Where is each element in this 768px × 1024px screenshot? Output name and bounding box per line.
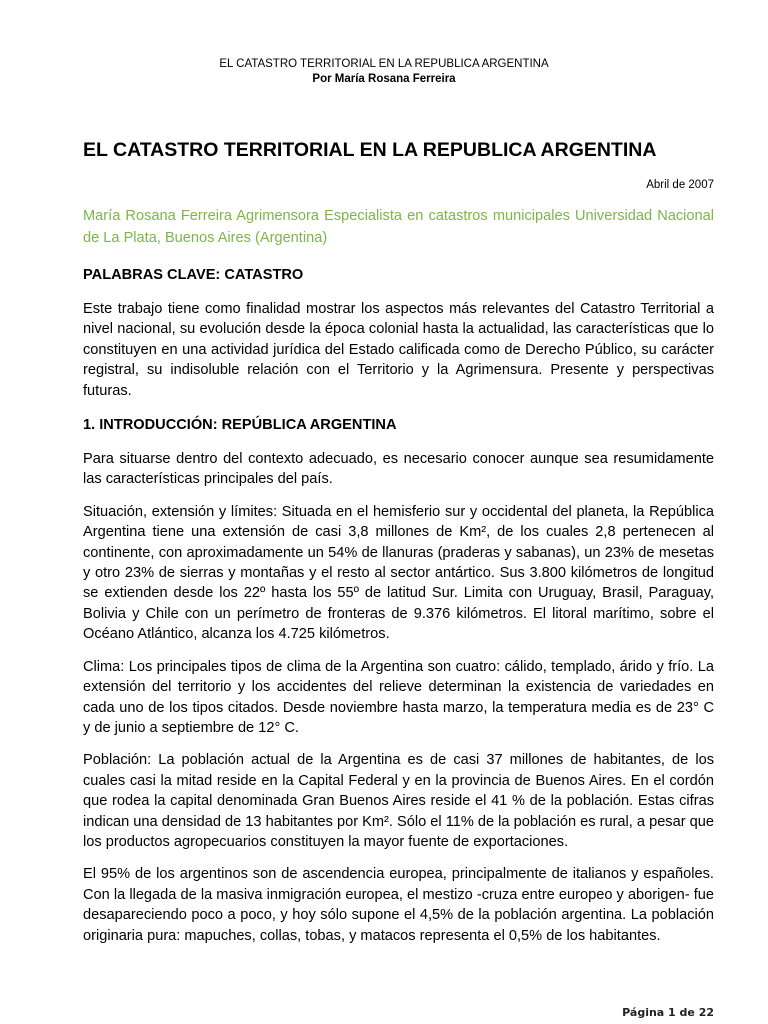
author-affiliation: María Rosana Ferreira Agrimensora Especialista en catastros municipales Universidad Nacional de La Plata, Buenos Aires (Argentina) xyxy=(83,208,714,246)
paragraph-clima: Clima: Los principales tipos de clima de la Argentina son cuatro: cálido, templado, árido y frío. La extensión del territorio y los accidentes del relieve determinan la existencia de variedades en cada uno de los tipos citados. Desde noviembre hasta marzo, la temperatura media es de 23° C y de junio a septiembre de 12° C. xyxy=(83,658,714,736)
running-header xyxy=(0,57,768,87)
paragraph-contexto: Para situarse dentro del contexto adecuado, es necesario conocer aunque sea resumidamente las características principales del país. xyxy=(83,451,714,488)
keywords-heading: PALABRAS CLAVE: CATASTRO xyxy=(83,267,304,283)
document-body xyxy=(83,138,714,946)
page-number: Página 1 de 22 xyxy=(622,1006,714,1019)
document-date: Abril de 2007 xyxy=(646,179,714,191)
paragraph-situacion: Situación, extensión y límites: Situada en el hemisferio sur y occidental del planeta, la República Argentina tiene una extensión de casi 3,8 millones de Km², de los cuales 2,8 pertenecen al continente, con aproximadamente un 54% de llanuras (praderas y sabanas), un 23% de mesetas y otro 23% de sierras y montañas y el resto al sector antártico. Sus 3.800 kilómetros de longitud se extienden desde los 22º hasta los 55º de latitud Sur. Limita con Uruguay, Brasil, Paraguay, Bolivia y Chile con un perímetro de fronteras de 9.376 kilómetros. El litoral marítimo, sobre el Océano Atlántico, alcanza los 4.725 kilómetros. xyxy=(83,503,714,643)
paragraph-poblacion: Población: La población actual de la Argentina es de casi 37 millones de habitantes, de los cuales casi la mitad reside en la Capital Federal y en la provincia de Buenos Aires. En el cordón que rodea la capital denominada Gran Buenos Aires reside el 41 % de la población. Estas cifras indican una densidad de 13 habitantes por Km². Sólo el 11% de la población es rural, a pesar que los productos agropecuarios constituyen la mayor fuente de exportaciones. xyxy=(83,752,714,850)
running-header-title: EL CATASTRO TERRITORIAL EN LA REPUBLICA ARGENTINA xyxy=(219,58,549,70)
running-header-author: Por María Rosana Ferreira xyxy=(312,73,456,85)
document-title: EL CATASTRO TERRITORIAL EN LA REPUBLICA ARGENTINA xyxy=(83,139,657,161)
paragraph-ascendencia: El 95% de los argentinos son de ascendencia europea, principalmente de italianos y españoles. Con la llegada de la masiva inmigración europea, el mestizo -cruza entre europeo y aborigen- fue desapareciendo poco a poco, y hoy sólo supone el 4,5% de la población argentina. La población originaria pura: mapuches, collas, tobas, y matacos representa el 0,5% de los habitantes. xyxy=(83,866,714,944)
abstract-paragraph: Este trabajo tiene como finalidad mostrar los aspectos más relevantes del Catastro Territorial a nivel nacional, su evolución desde la época colonial hasta la actualidad, las características que lo constituyen en una actividad jurídica del Estado calificada como de Derecho Público, su carácter registral, su indisoluble relación con el Territorio y la Agrimensura. Presente y perspectivas futuras. xyxy=(83,301,714,399)
section-heading-introduccion: 1. INTRODUCCIÓN: REPÚBLICA ARGENTINA xyxy=(83,417,397,434)
